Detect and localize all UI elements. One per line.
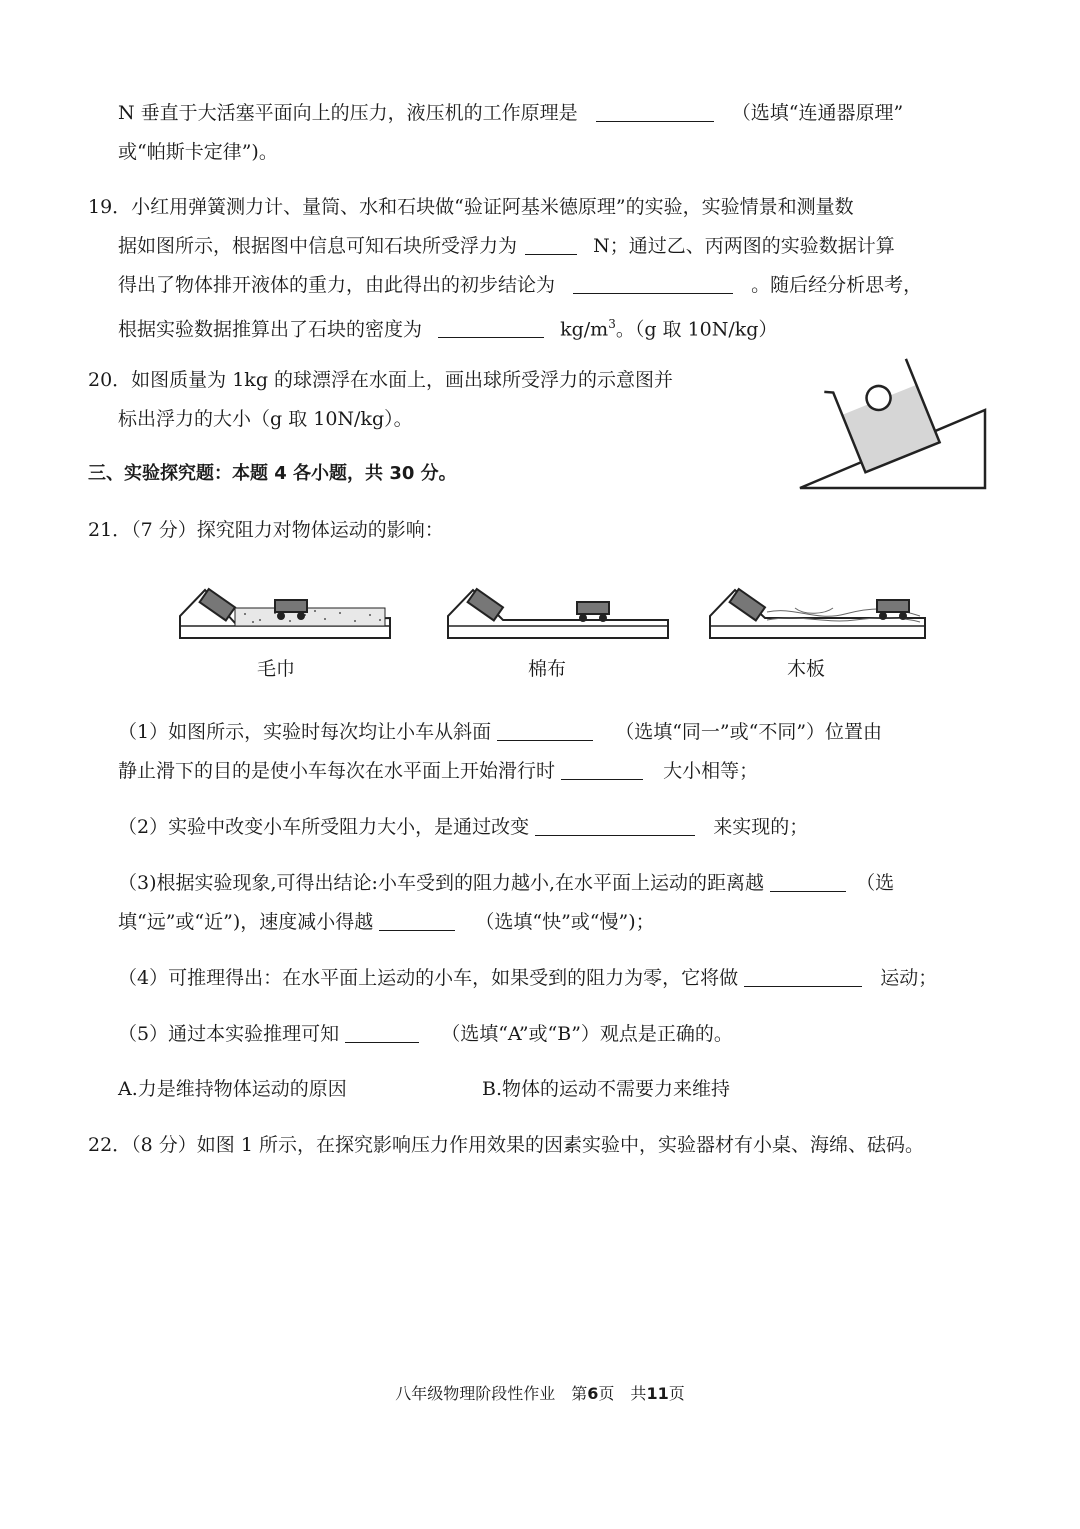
q21-figure (175, 578, 935, 688)
q21-p3-line-2 (118, 908, 655, 936)
footer-page-number: 6 (587, 1384, 599, 1403)
q21-option-b-text: B.物体的运动不需要力来维持 (482, 1078, 731, 1100)
q21-p1-line-2 (118, 757, 758, 785)
q21-p1-text-2a: 静止滑下的目的是使小车每次在水平面上开始滑行时 (118, 760, 556, 782)
q21-p3-text-2b: （选填“快”或“慢”)； (475, 911, 655, 933)
footer-text-b: 页 共 (598, 1384, 647, 1403)
q19-text-2a: 据如图所示，根据图中信息可知石块所受浮力为 (118, 235, 518, 257)
q19-text-3a: 得出了物体排开液体的重力，由此得出的初步结论为 (118, 274, 556, 296)
q22-text-1: 22．（8 分）如图 1 所示，在探究影响压力作用效果的因素实验中，实验器材有小桌、海绵、砝码。 (88, 1134, 924, 1156)
q21-blank-motion[interactable] (744, 966, 862, 987)
q19-line-3 (118, 271, 922, 299)
label-towel: 毛巾 (257, 658, 296, 680)
q18-line-1 (118, 99, 903, 127)
q21-p1-line-1 (118, 718, 882, 746)
q21-blank-speed[interactable] (561, 759, 643, 780)
q21-p1-text-1a: （1）如图所示，实验时每次均让小车从斜面 (118, 721, 492, 743)
q20-figure (795, 358, 995, 498)
q19-blank-density[interactable] (438, 317, 544, 338)
q19-line-1 (88, 193, 854, 221)
q22-line-1 (88, 1131, 924, 1159)
q19-text-3b: 。随后经分析思考， (751, 274, 923, 296)
q18-text-1b: （选填“连通器原理” (731, 102, 904, 124)
surface-towel (175, 578, 395, 648)
q21-p3-text-2a: 填“远”或“近”)，速度减小得越 (118, 911, 374, 933)
q21-p3-text-1a: （3)根据实验现象,可得出结论:小车受到的阻力越小,在水平面上运动的距离越 (118, 872, 764, 894)
q18-blank-principle[interactable] (596, 101, 714, 122)
q19-line-4 (118, 310, 777, 343)
q19-text-1: 19．小红用弹簧测力计、量筒、水和石块做“验证阿基米德原理”的实验，实验情景和测量数 (88, 196, 854, 218)
q18-text-1a: N 垂直于大活塞平面向上的压力，液压机的工作原理是 (118, 102, 578, 124)
q21-blank-slowdown[interactable] (379, 910, 455, 931)
q21-option-b (482, 1075, 730, 1103)
page-footer (0, 1381, 1080, 1404)
section-three-text: 三、实验探究题：本题 4 各小题，共 30 分。 (88, 463, 457, 484)
q19-blank-conclusion[interactable] (573, 273, 733, 294)
footer-total-pages: 11 (646, 1384, 669, 1403)
q21-p4-line (118, 964, 937, 992)
q21-p4-text-b: 运动； (880, 967, 938, 989)
q19-text-2b: N；通过乙、丙两图的实验数据计算 (593, 235, 895, 257)
q21-p5-text-b: （选填“A”或“B”）观点是正确的。 (441, 1023, 733, 1045)
q19-unit-sup: 3 (608, 317, 616, 331)
section-three-title (88, 460, 457, 488)
q21-option-a (118, 1075, 347, 1103)
q21-p5-line (118, 1020, 733, 1048)
q21-p2-text-a: （2）实验中改变小车所受阻力大小，是通过改变 (118, 816, 530, 838)
footer-text-c: 页 (668, 1384, 685, 1403)
q19-text-4c: 。（g 取 10N/kg） (615, 318, 778, 341)
q21-blank-position[interactable] (497, 720, 593, 741)
q18-text-2: 或“帕斯卡定律”)。 (118, 141, 278, 163)
cart-bottom (275, 600, 307, 612)
q21-title-text: 21．（7 分）探究阻力对物体运动的影响： (88, 519, 444, 541)
q20-text-1: 20．如图质量为 1kg 的球漂浮在水面上，画出球所受浮力的示意图并 (88, 369, 674, 391)
q21-p2-line (118, 813, 808, 841)
q20-text-2: 标出浮力的大小（g 取 10N/kg）。 (118, 408, 413, 430)
q21-p1-text-1b: （选填“同一”或“不同”）位置由 (615, 721, 883, 743)
footer-text-a: 八年级物理阶段性作业 第 (395, 1384, 588, 1403)
q19-blank-buoyancy[interactable] (525, 234, 577, 255)
q21-p4-text-a: （4）可推理得出：在水平面上运动的小车，如果受到的阻力为零，它将做 (118, 967, 739, 989)
q21-blank-distance[interactable] (770, 871, 846, 892)
q21-blank-surface[interactable] (535, 815, 695, 836)
q21-title (88, 516, 444, 544)
q21-p1-text-2b: 大小相等； (663, 760, 759, 782)
label-cotton: 棉布 (528, 658, 567, 680)
surface-wood (705, 578, 930, 648)
q21-option-a-text: A.力是维持物体运动的原因 (118, 1078, 347, 1100)
q21-p5-text-a: （5）通过本实验推理可知 (118, 1023, 340, 1045)
q21-p2-text-b: 来实现的； (713, 816, 809, 838)
q21-p3-text-1b: （选 (856, 872, 895, 894)
q20-line-1 (88, 366, 673, 394)
label-wood: 木板 (787, 658, 826, 680)
q21-p3-line-1 (118, 869, 894, 897)
q19-unit: kg/m (560, 318, 609, 341)
q19-text-4a: 根据实验数据推算出了石块的密度为 (118, 318, 423, 341)
q19-line-2 (118, 232, 895, 260)
q20-line-2 (118, 405, 413, 433)
q21-blank-viewpoint[interactable] (345, 1022, 419, 1043)
q18-line-2 (118, 138, 278, 166)
surface-cotton (443, 578, 673, 648)
